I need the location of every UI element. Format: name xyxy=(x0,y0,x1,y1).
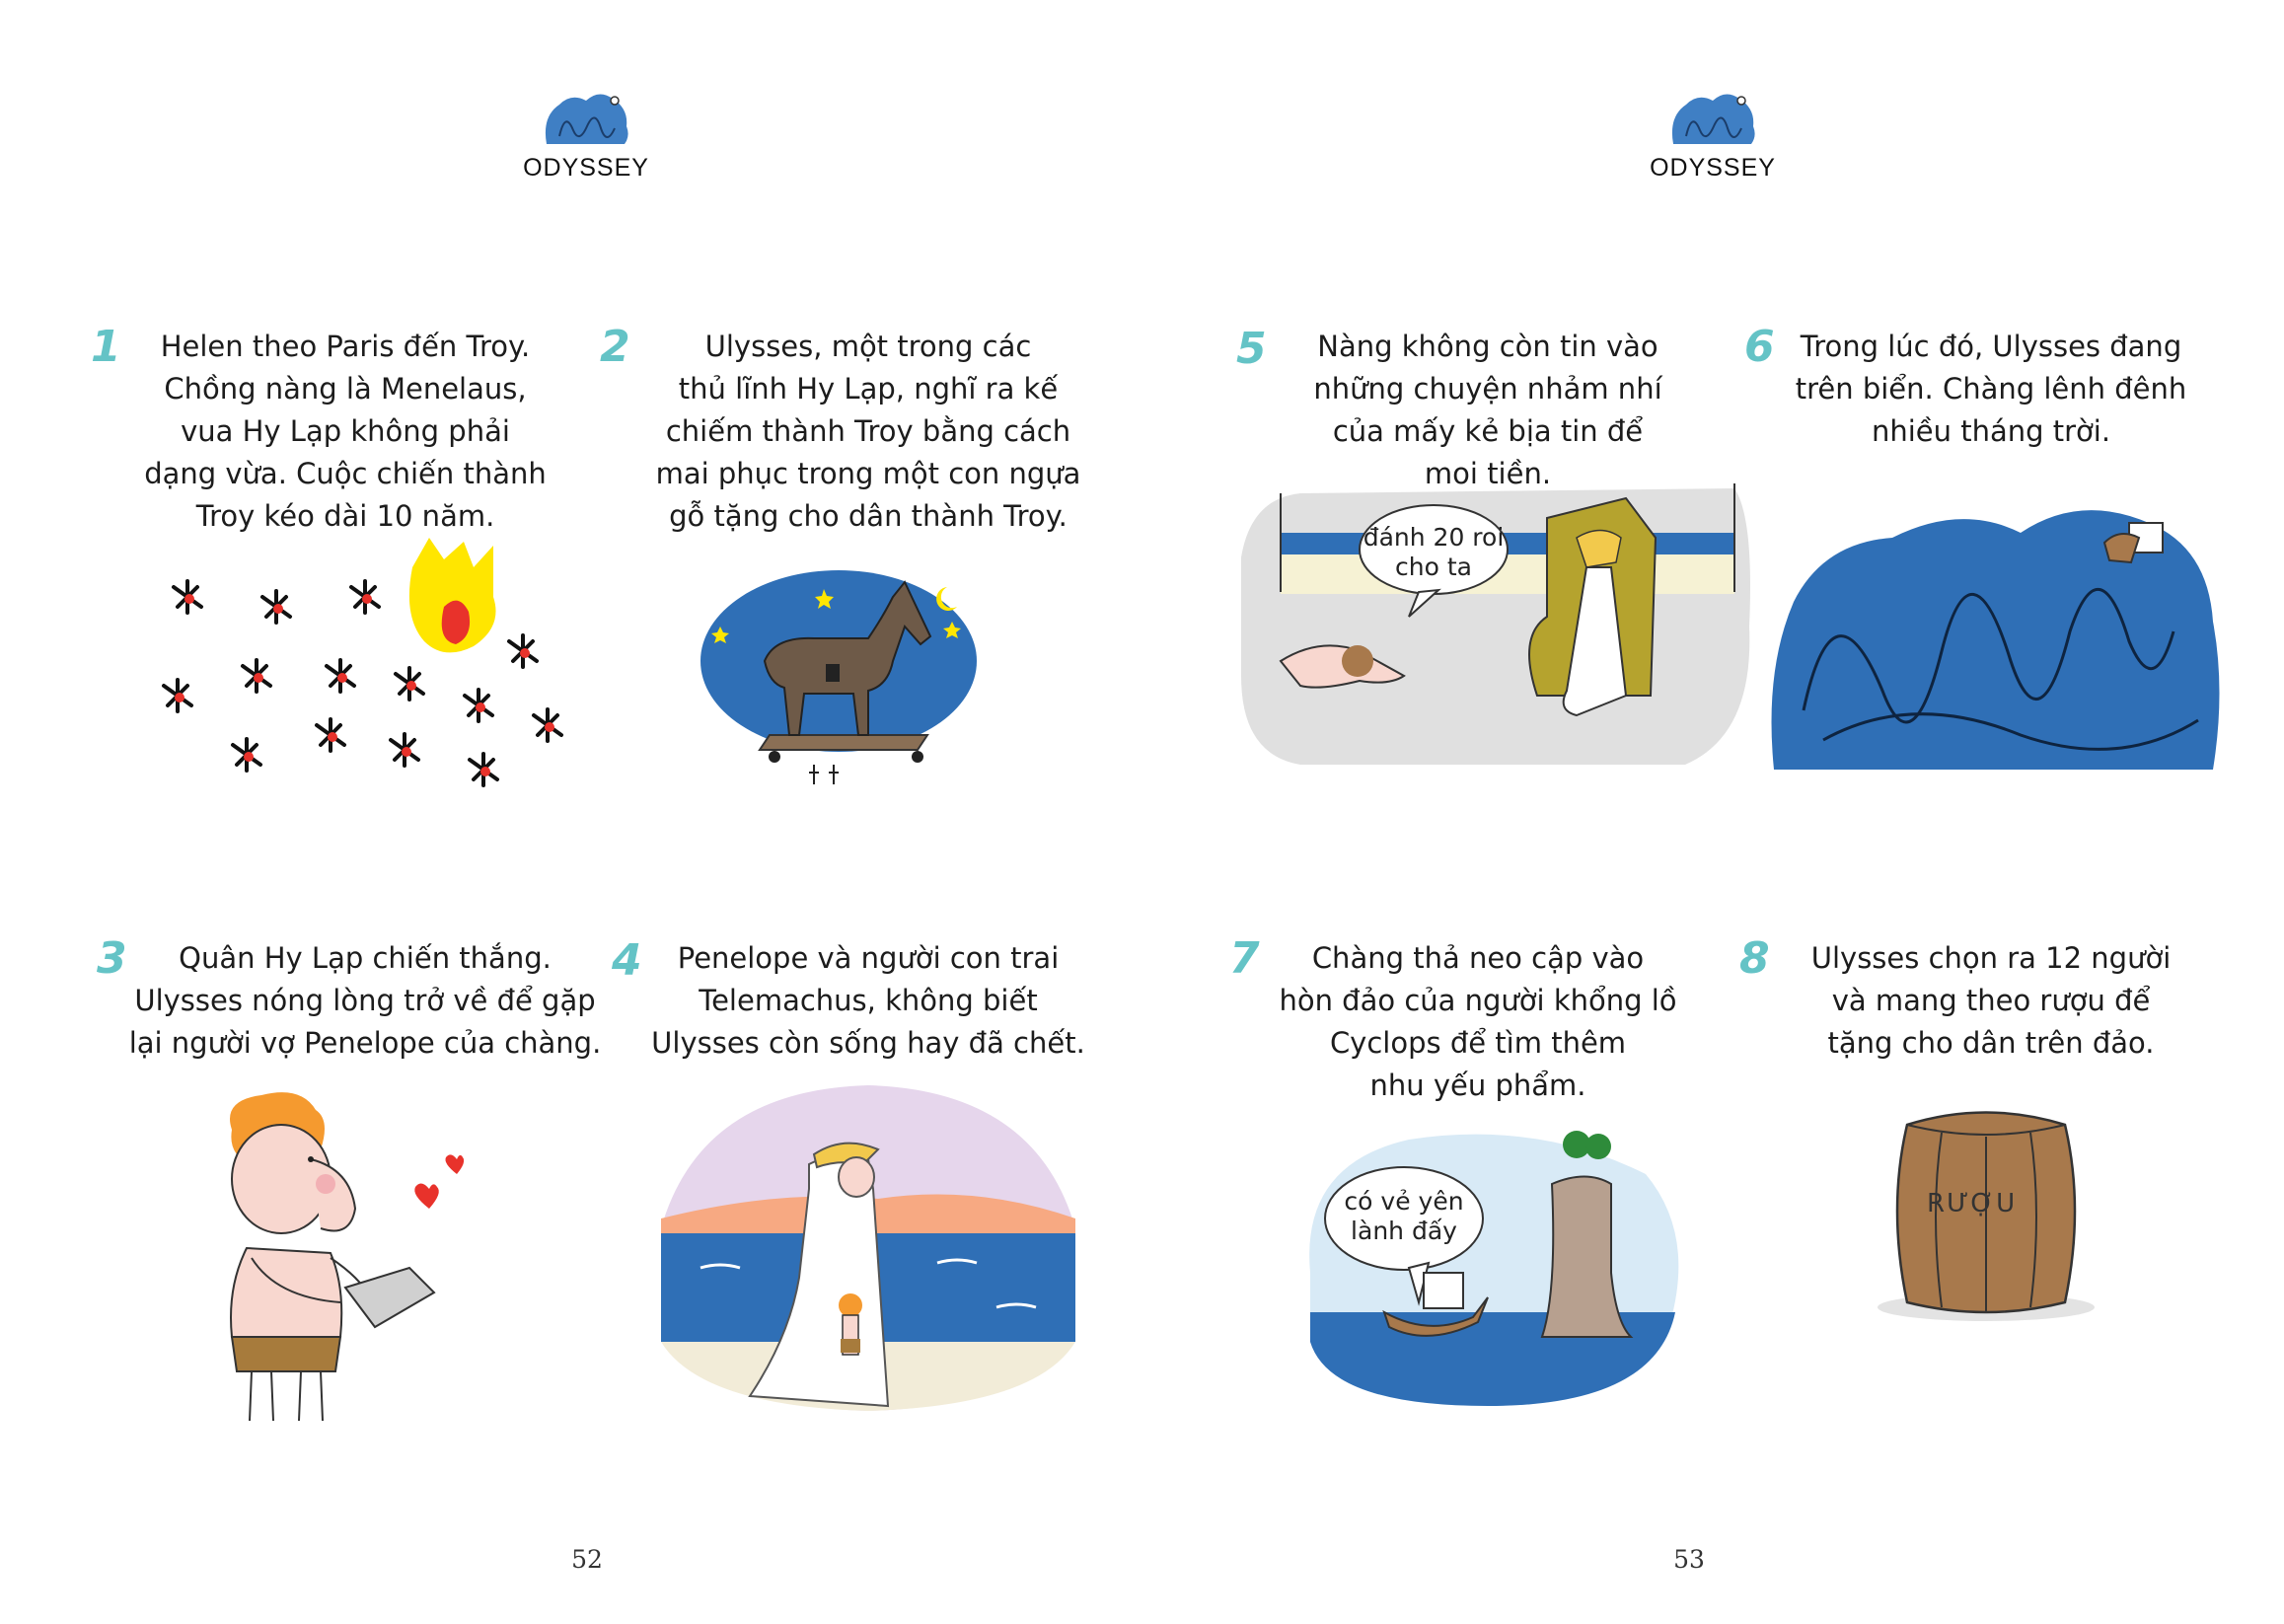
penelope-beach-illustration xyxy=(641,1080,1090,1416)
page-header xyxy=(1614,87,1811,183)
fire-icon xyxy=(409,538,496,652)
panel-number: 8 xyxy=(1739,933,1770,984)
panel-caption: Ulysses, một trong các thủ lĩnh Hy Lạp, nghĩ ra kế chiếm thành Troy bằng cách mai phục trong một con ngựa gỗ tặng cho dân thành Troy. xyxy=(655,330,1081,533)
panel-caption: Chàng thả neo cập vào hòn đảo của người khổng lồ Cyclops để tìm thêm nhu yếu phẩm. xyxy=(1279,941,1677,1102)
page-number: 53 xyxy=(1673,1545,1705,1574)
right-page xyxy=(1142,0,2284,1624)
speech-bubble: đánh 20 roi cho ta xyxy=(1363,523,1505,581)
panel-number: 6 xyxy=(1744,322,1775,372)
panel-caption: Penelope và người con trai Telemachus, không biết Ulysses còn sống hay đã chết. xyxy=(651,941,1085,1060)
page-number: 52 xyxy=(571,1545,603,1574)
trojan-horse-illustration xyxy=(696,567,992,799)
panel-number: 7 xyxy=(1229,933,1260,984)
panel-caption: Helen theo Paris đến Troy. Chồng nàng là Menelaus, vua Hy Lạp không phải dạng vừa. Cuộc chiến thành Troy kéo dài 10 năm. xyxy=(144,330,547,533)
heart-icon xyxy=(445,1154,464,1174)
ulysses-illustration xyxy=(192,1090,488,1426)
panel-caption: Trong lúc đó, Ulysses đang trên biển. Chàng lênh đênh nhiều tháng trời. xyxy=(1795,330,2187,448)
panel-number: 2 xyxy=(600,322,630,372)
army-fire-illustration xyxy=(148,538,592,804)
panel-number: 3 xyxy=(97,933,127,984)
header-title: ODYSSEY xyxy=(523,154,649,182)
wave-logo-icon xyxy=(1668,87,1757,148)
panel-caption: Ulysses chọn ra 12 người và mang theo rượu để tặng cho dân trên đảo. xyxy=(1810,941,2172,1060)
panel-caption: Nàng không còn tin vào những chuyện nhảm nhí của mấy kẻ bịa tin để moi tiền. xyxy=(1313,330,1662,490)
panel-caption: Quân Hy Lạp chiến thắng. Ulysses nóng lòng trở về để gặp lại người vợ Penelope của chàng. xyxy=(128,941,602,1060)
cyclops-island-illustration xyxy=(1290,1125,1685,1411)
sea-wave-illustration xyxy=(1764,493,2228,784)
heart-icon xyxy=(414,1183,439,1209)
panel-number: 4 xyxy=(612,935,642,986)
speech-bubble: có vẻ yên lành đấy xyxy=(1344,1187,1464,1245)
header-title: ODYSSEY xyxy=(1650,154,1776,182)
panel-number: 1 xyxy=(91,322,121,372)
panel-number: 5 xyxy=(1236,324,1267,374)
wave-logo-icon xyxy=(542,87,630,148)
barrel-label: RƯỢU xyxy=(1927,1189,2018,1218)
page-header xyxy=(487,87,685,183)
